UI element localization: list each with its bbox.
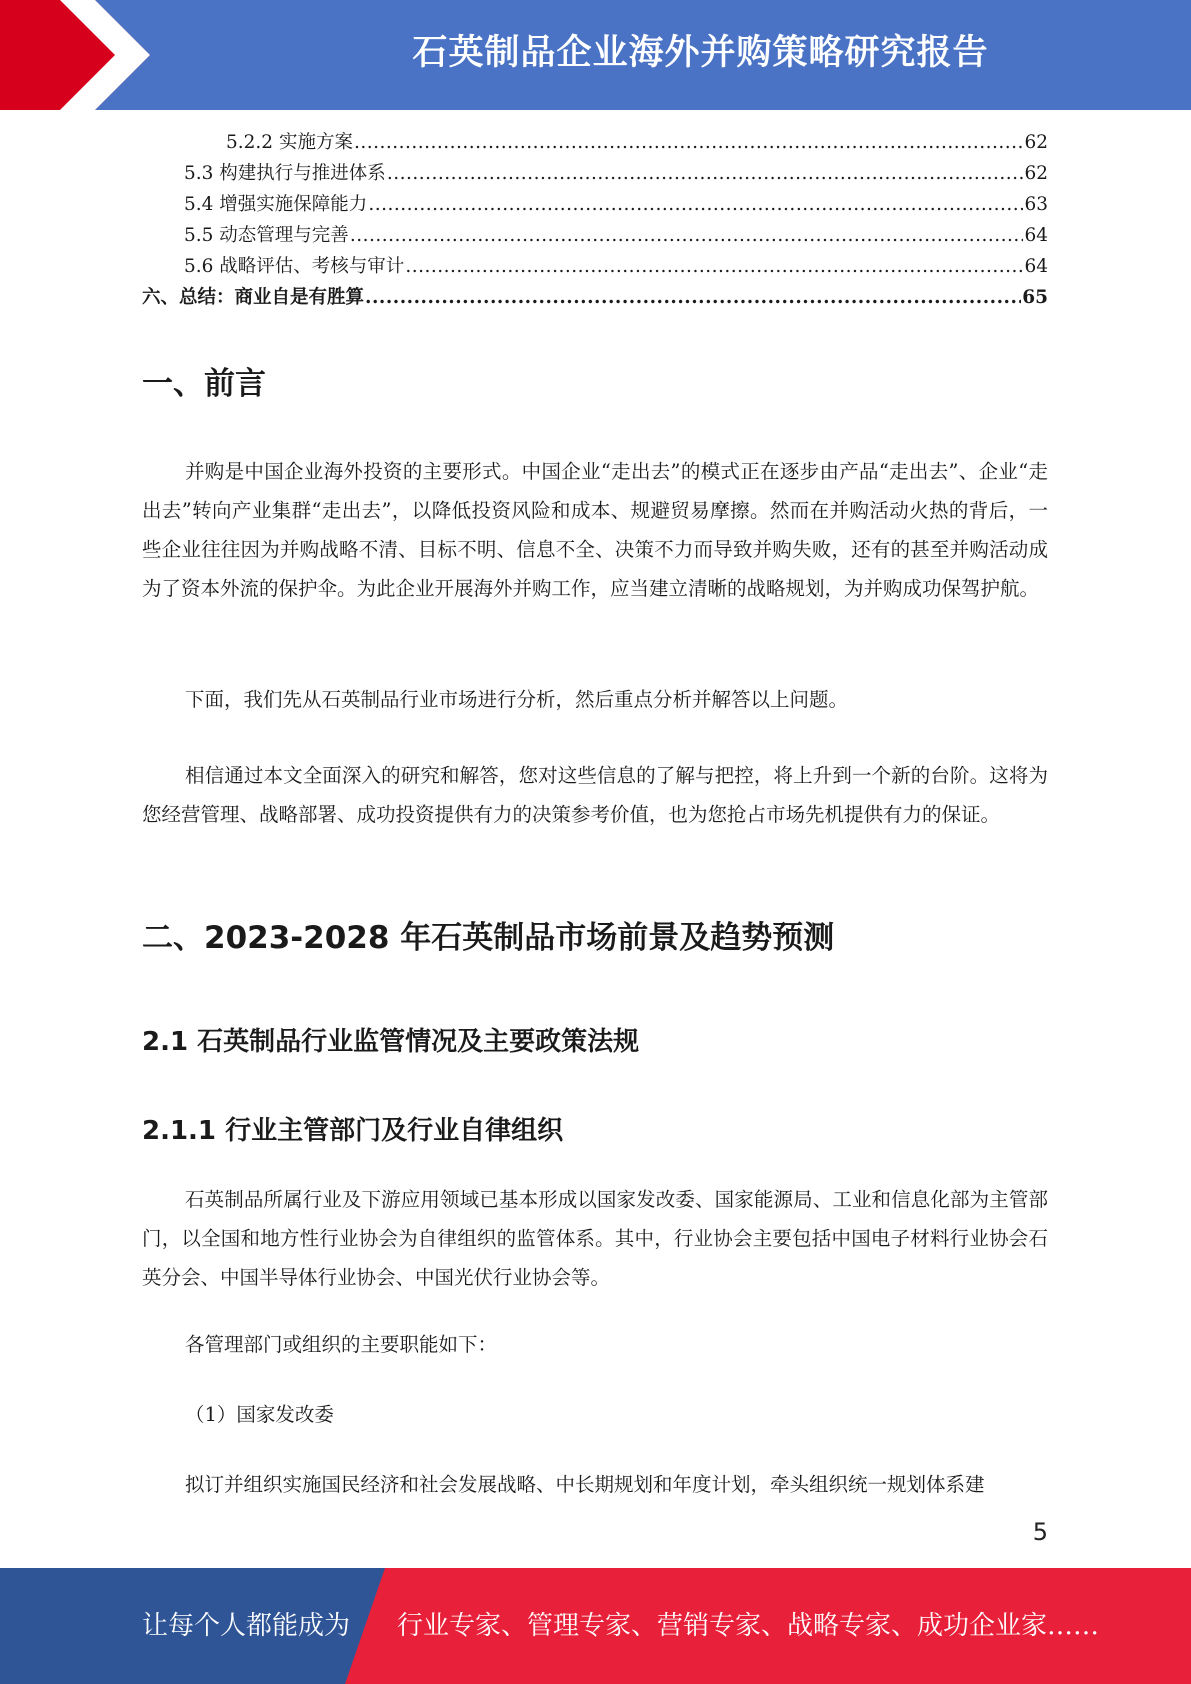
subsection-heading-authorities: 2.1.1 行业主管部门及行业自律组织 — [142, 1116, 564, 1146]
toc-entry-page: 62 — [1024, 163, 1048, 184]
toc-leader-dots — [350, 225, 1024, 246]
header-arrow-decoration — [0, 0, 160, 110]
toc-entry[interactable] — [142, 283, 1048, 314]
toc-entry-label: 5.3 构建执行与推进体系 — [184, 163, 386, 184]
toc-entry[interactable] — [142, 221, 1048, 252]
toc-leader-dots — [387, 163, 1024, 184]
toc-leader-dots — [365, 287, 1021, 308]
toc-entry-page: 63 — [1024, 194, 1048, 215]
toc-leader-dots — [354, 132, 1024, 153]
page-number: 5 — [1032, 1518, 1048, 1546]
authorities-paragraph-3: 拟订并组织实施国民经济和社会发展战略、中长期规划和年度计划，牵头组织统一规划体系建 — [185, 1473, 985, 1496]
toc-leader-dots — [368, 194, 1023, 215]
toc-entry-label: 六、总结：商业自是有胜算 — [142, 287, 365, 308]
header-banner — [0, 0, 1191, 110]
toc-entry-page: 64 — [1024, 256, 1048, 277]
toc-entry-label: 5.6 战略评估、考核与审计 — [184, 256, 405, 277]
authorities-paragraph-2: 各管理部门或组织的主要职能如下： — [185, 1333, 498, 1356]
toc-entry-label: 5.2.2 实施方案 — [226, 132, 353, 153]
toc-entry[interactable] — [142, 128, 1048, 159]
preface-paragraph-3: 相信通过本文全面深入的研究和解答，您对这些信息的了解与把控，将上升到一个新的台阶。这将为您经营管理、战略部署、成功投资提供有力的决策参考价值，也为您抢占市场先机提供有力的保证。 — [142, 764, 1048, 826]
toc-entry-label: 5.5 动态管理与完善 — [184, 225, 349, 246]
toc-entry-page: 62 — [1024, 132, 1048, 153]
authority-item-heading: （1）国家发改委 — [185, 1403, 334, 1426]
preface-paragraph-2: 下面，我们先从石英制品行业市场进行分析，然后重点分析并解答以上问题。 — [185, 688, 849, 711]
footer-slogan-right: 行业专家、管理专家、营销专家、战略专家、成功企业家…… — [397, 1611, 1100, 1641]
toc-entry[interactable] — [142, 190, 1048, 221]
footer-banner — [0, 1568, 1191, 1684]
toc-entry-page: 64 — [1024, 225, 1048, 246]
section-heading-market-outlook: 二、2023-2028 年石英制品市场前景及趋势预测 — [142, 920, 835, 956]
section-heading-preface: 一、前言 — [142, 366, 266, 402]
toc-entry-page: 65 — [1022, 287, 1048, 308]
report-title: 石英制品企业海外并购策略研究报告 — [412, 33, 989, 73]
authorities-paragraph-1: 石英制品所属行业及下游应用领域已基本形成以国家发改委、国家能源局、工业和信息化部为主管部门，以全国和地方性行业协会为自律组织的监管体系。其中，行业协会主要包括中国电子材料行业协会石英分会、中国半导体行业协会、中国光伏行业协会等。 — [142, 1188, 1048, 1289]
toc-entry[interactable] — [142, 159, 1048, 190]
table-of-contents — [142, 128, 1048, 314]
toc-entry[interactable] — [142, 252, 1048, 283]
toc-leader-dots — [405, 256, 1023, 277]
preface-paragraph-1: 并购是中国企业海外投资的主要形式。中国企业“走出去”的模式正在逐步由产品“走出去”、企业“走出去”转向产业集群“走出去”，以降低投资风险和成本、规避贸易摩擦。然而在并购活动火热的背后，一些企业往往因为并购战略不清、目标不明、信息不全、决策不力而导致并购失败，还有的甚至并购活动成为了资本外流的保护伞。为此企业开展海外并购工作，应当建立清晰的战略规划，为并购成功保驾护航。 — [142, 460, 1048, 600]
footer-slogan-left: 让每个人都能成为 — [142, 1611, 351, 1641]
toc-entry-label: 5.4 增强实施保障能力 — [184, 194, 368, 215]
subsection-heading-regulation: 2.1 石英制品行业监管情况及主要政策法规 — [142, 1027, 640, 1057]
